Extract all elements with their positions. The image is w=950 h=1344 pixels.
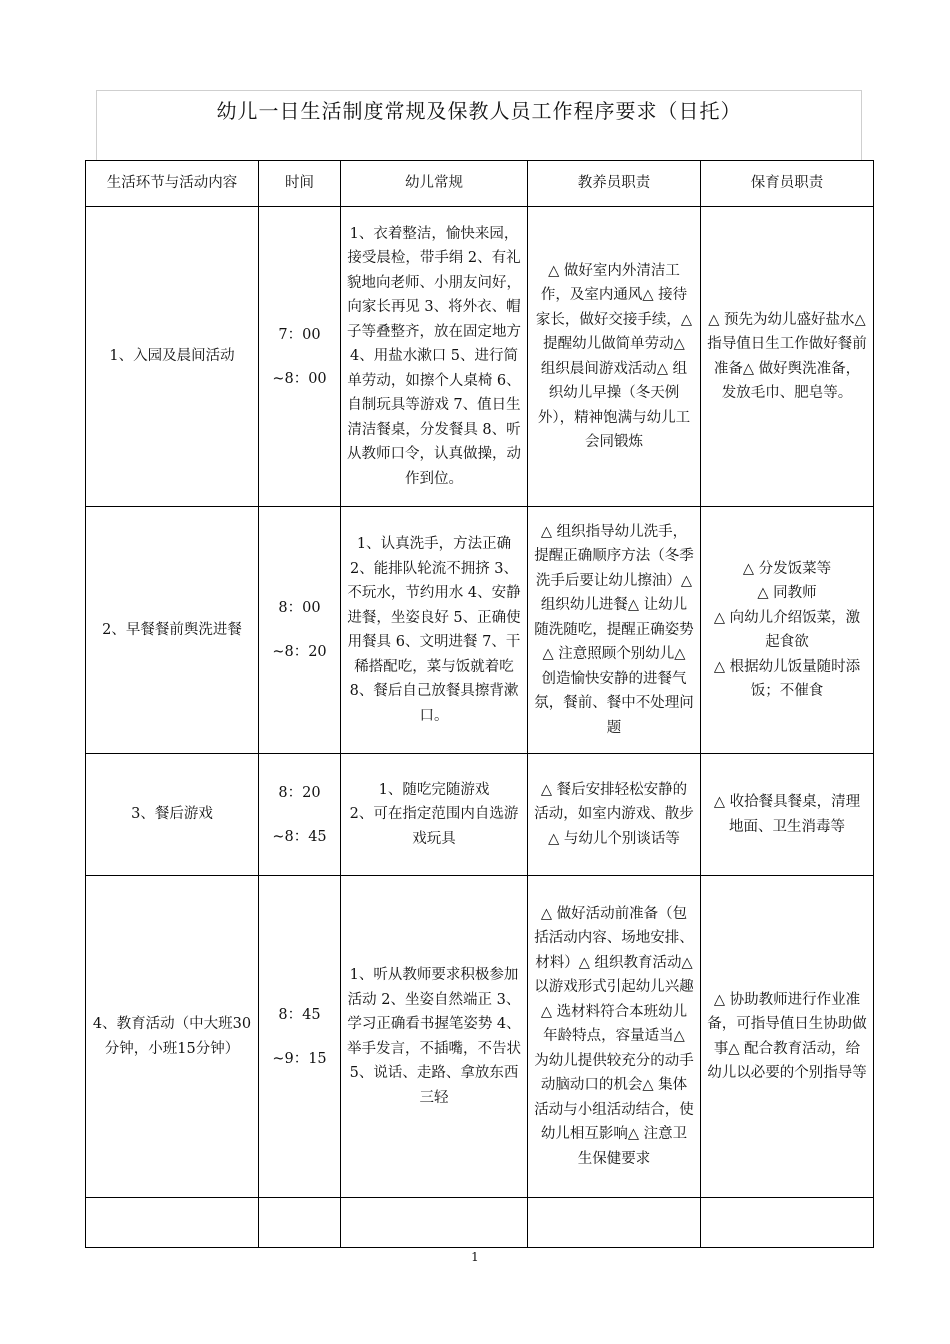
child-routine-cell: 1、随吃完随游戏 2、可在指定范围内自选游戏玩具 [341,754,528,876]
teacher-duty-cell: △ 餐后安排轻松安静的活动，如室内游戏、散步△ 与幼儿个别谈话等 [528,754,701,876]
time-start: 8：20 [278,784,321,801]
title-box [96,90,862,160]
teacher-duty-cell: △ 做好室内外清洁工作，及室内通风△ 接待家长，做好交接手续，△ 提醒幼儿做简单劳动△ 组织晨间游戏活动△ 组织幼儿早操（冬天例外），精神饱满与幼儿工会同锻炼 [528,207,701,507]
activity-cell: 4、教育活动（中大班30分钟，小班15分钟） [86,876,259,1198]
time-end: ~9：15 [272,1050,327,1067]
table-row [86,876,874,1198]
header-activity: 生活环节与活动内容 [86,161,259,207]
time-start: 8：45 [278,1006,321,1023]
child-routine-cell: 1、认真洗手，方法正确 2、能排队轮流不拥挤 3、不玩水，节约用水 4、安静进餐，坐姿良好 5、正确使用餐具 6、文明进餐 7、干稀搭配吃，菜与饭就着吃 8、餐后自己放餐具擦背漱口。 [341,507,528,754]
time-cell [259,207,341,507]
table-row [86,207,874,507]
header-teacher-duty: 教养员职责 [528,161,701,207]
empty-cell [528,1198,701,1248]
nurse-duty-cell: △ 协助教师进行作业准备，可指导值日生协助做事△ 配合教育活动，给幼儿以必要的个别指导等 [701,876,874,1198]
empty-row [86,1198,874,1248]
nurse-duty-cell: △ 收拾餐具餐桌，清理地面、卫生消毒等 [701,754,874,876]
empty-cell [86,1198,259,1248]
teacher-duty-cell: △ 组织指导幼儿洗手，提醒正确顺序方法（冬季洗手后要让幼儿擦油）△ 组织幼儿进餐△ 让幼儿随洗随吃，提醒正确姿势△ 注意照顾个别幼儿△ 创造愉快安静的进餐气氛，餐前、餐中不处理问题 [528,507,701,754]
page-title: 幼儿一日生活制度常规及保教人员工作程序要求（日托） [216,99,742,123]
activity-cell: 2、早餐餐前舆洗进餐 [86,507,259,754]
activity-cell: 1、入园及晨间活动 [86,207,259,507]
empty-cell [259,1198,341,1248]
nurse-duty-cell: △ 预先为幼儿盛好盐水△ 指导值日生工作做好餐前准备△ 做好舆洗准备，发放毛巾、肥皂等。 [701,207,874,507]
time-cell [259,754,341,876]
time-cell [259,507,341,754]
empty-cell [701,1198,874,1248]
table-row [86,507,874,754]
time-start: 7：00 [278,326,321,343]
time-end: ~8：45 [272,828,327,845]
header-nurse-duty: 保育员职责 [701,161,874,207]
table-row [86,754,874,876]
empty-cell [341,1198,528,1248]
table-header-row [86,161,874,207]
page-number: 1 [471,1250,479,1264]
child-routine-cell: 1、衣着整洁，愉快来园，接受晨检，带手绢 2、有礼貌地向老师、小朋友问好，向家长再见 3、将外衣、帽子等叠整齐，放在固定地方 4、用盐水漱口 5、进行简单劳动，如擦个人桌椅 6、自制玩具等游戏 7、值日生清洁餐桌，分发餐具 8、听从教师口令，认真做操，动作到位。 [341,207,528,507]
header-time: 时间 [259,161,341,207]
teacher-duty-cell: △ 做好活动前准备（包括活动内容、场地安排、材料）△ 组织教育活动△ 以游戏形式引起幼儿兴趣△ 选材料符合本班幼儿年龄特点，容量适当△ 为幼儿提供较充分的动手动脑动口的机会△ 集体活动与小组活动结合，使幼儿相互影响△ 注意卫生保健要求 [528,876,701,1198]
activity-cell: 3、餐后游戏 [86,754,259,876]
header-child-routine: 幼儿常规 [341,161,528,207]
time-end: ~8：00 [272,370,327,387]
time-start: 8：00 [278,600,321,616]
time-end: ~8：20 [272,644,327,660]
schedule-table [85,160,874,1248]
nurse-duty-cell: △ 分发饭菜等 △ 同教师 △ 向幼儿介绍饭菜，激起食欲 △ 根据幼儿饭量随时添饭；不催食 [701,507,874,754]
child-routine-cell: 1、听从教师要求积极参加活动 2、坐姿自然端正 3、学习正确看书握笔姿势 4、举手发言，不插嘴，不告状 5、说话、走路、拿放东西三轻 [341,876,528,1198]
time-cell [259,876,341,1198]
